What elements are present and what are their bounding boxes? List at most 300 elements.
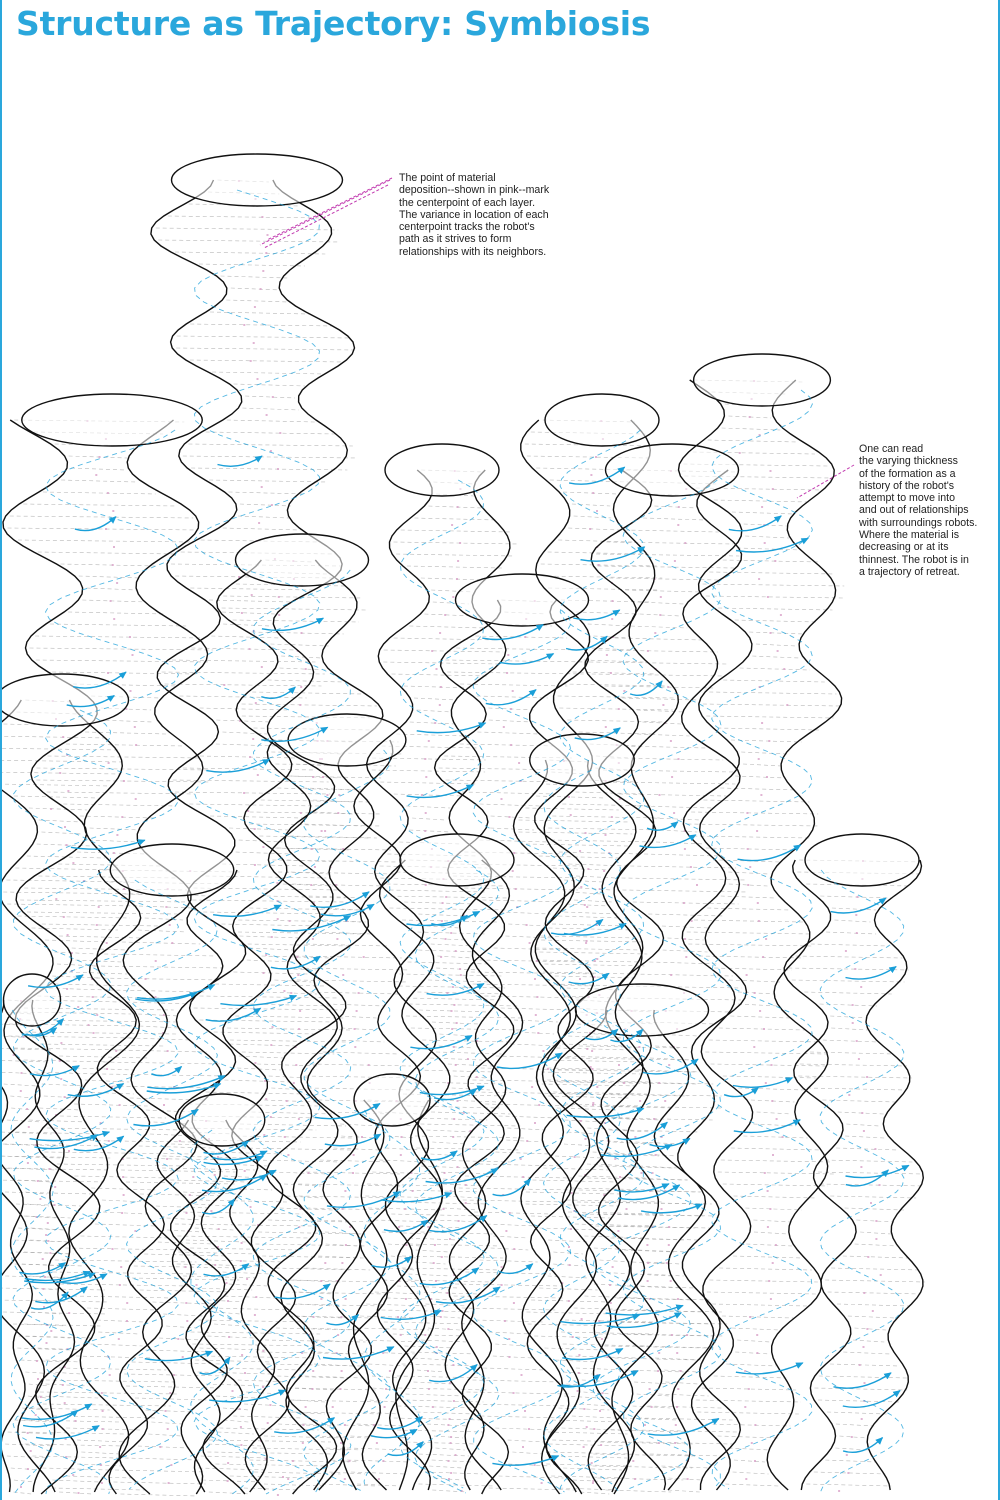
layer-guide [104,954,215,956]
deposition-point [863,1346,865,1348]
layer-guide [10,516,194,518]
deposition-point [451,1010,453,1012]
deposition-point [453,1004,455,1006]
deposition-point [866,1328,868,1330]
layer-guide [4,1084,37,1086]
layer-guide [315,1340,350,1342]
deposition-point [267,1422,269,1424]
layer-guide [177,336,351,338]
layer-guide [594,1248,638,1250]
layer-guide [477,732,540,734]
deposition-point [382,1352,384,1354]
layer-guide [68,612,164,614]
layer-guide [61,480,136,482]
deposition-point [270,1116,272,1118]
layer-guide [643,518,704,520]
deposition-point [186,1320,188,1322]
deposition-point [453,1046,455,1048]
layer-guide [606,542,733,544]
deposition-point [583,1446,585,1448]
deposition-point [123,1194,125,1196]
deposition-point [440,1316,442,1318]
deposition-point [568,1246,570,1248]
layer-guide [414,518,497,520]
deposition-point [171,942,173,944]
deposition-point [758,578,760,580]
layer-guide [709,692,836,694]
layer-guide [280,1208,333,1210]
deposition-point [301,632,303,634]
robot-trajectory-arrow [843,1438,882,1453]
layer-guide [419,1010,490,1012]
deposition-point [27,1162,29,1164]
layer-guide [476,1320,543,1322]
layer-guide [756,644,796,646]
deposition-point [746,974,748,976]
deposition-point [428,740,430,742]
deposition-point [320,1298,322,1300]
deposition-point [753,1046,755,1048]
layer-guide [229,828,288,830]
deposition-point [163,1104,165,1106]
deposition-point [116,582,118,584]
layer-guide [595,1226,695,1228]
layer-guide [723,1076,817,1078]
layer-guide [231,288,281,290]
layer-guide [598,566,735,568]
deposition-point [524,636,526,638]
layer-guide [740,668,810,670]
layer-guide [190,588,313,590]
deposition-point [542,1050,544,1052]
layer-guide [372,770,485,772]
deposition-point [638,1046,640,1048]
layer-guide [718,1172,834,1174]
deposition-point [459,542,461,544]
deposition-point [368,1064,370,1066]
layer-guide [723,680,825,682]
column-outlines [2,154,923,1494]
layer-guide [2,784,111,786]
deposition-point [605,726,607,728]
deposition-point [214,1174,216,1176]
layer-guide [598,650,718,652]
deposition-point [310,884,312,886]
deposition-point [580,886,582,888]
deposition-point [651,1406,653,1408]
layer-guide [843,1352,890,1354]
layer-guide [495,1152,549,1154]
deposition-point [863,1292,865,1294]
deposition-point [102,1428,104,1430]
deposition-point [425,776,427,778]
robot-trajectory-arrow [566,636,607,650]
deposition-point [591,1050,593,1052]
deposition-point [434,722,436,724]
layer-guide [11,1108,35,1110]
layer-guide [47,1128,183,1130]
layer-guide [199,1468,267,1470]
layer-guide [10,1096,32,1098]
deposition-point [674,1442,676,1444]
layer-guide [838,1112,884,1114]
deposition-point [880,1274,882,1276]
layer-guide [406,1400,484,1402]
deposition-point [252,738,254,740]
layer-guide [189,804,320,806]
deposition-point [64,1096,66,1098]
deposition-point [289,920,291,922]
layer-guide [853,1340,884,1342]
robot-trajectory-arrow [19,1263,65,1274]
deposition-point [398,1226,400,1228]
deposition-point [135,744,137,746]
layer-guide [623,1418,677,1420]
layer-guide [384,1322,473,1324]
deposition-point [406,1244,408,1246]
layer-guide [445,660,589,662]
deposition-point [579,978,581,980]
layer-guide [156,1206,211,1208]
deposition-point [448,1478,450,1480]
robot-trajectory-arrow [834,1373,892,1388]
layer-guide [96,978,220,980]
layer-guide [434,1436,463,1438]
layer-guide [630,1298,710,1300]
deposition-point [774,560,776,562]
deposition-point [670,1280,672,1282]
deposition-point [875,1220,877,1222]
deposition-point [54,1186,56,1188]
layer-guide [156,228,339,230]
layer-guide [166,1326,197,1328]
layer-guide [394,1418,482,1420]
deposition-point [596,958,598,960]
deposition-point [569,1264,571,1266]
deposition-point [846,1454,848,1456]
deposition-point [647,1262,649,1264]
layer-guide [206,1384,265,1386]
deposition-point [432,1406,434,1408]
layer-guide [255,1244,367,1246]
layer-guide [215,984,325,986]
deposition-point [265,954,267,956]
deposition-point [448,1460,450,1462]
layer-guide [584,1236,647,1238]
deposition-point [320,1280,322,1282]
layer-guide [706,716,833,718]
deposition-point [647,650,649,652]
deposition-point [641,1172,643,1174]
layer-guide [733,1256,802,1258]
robot-trajectory-dashed [191,1130,253,1494]
deposition-point [349,1460,351,1462]
deposition-point [760,794,762,796]
layer-guide [214,1032,316,1034]
layer-guide [418,1070,494,1072]
deposition-point [271,936,273,938]
deposition-point [42,1288,44,1290]
deposition-point [305,668,307,670]
layer-guide [27,912,178,914]
deposition-point [67,934,69,936]
deposition-point [623,1082,625,1084]
deposition-point [300,812,302,814]
layer-guide [845,1136,884,1138]
deposition-point [769,1208,771,1210]
deposition-point [751,1442,753,1444]
layer-guide [59,936,141,938]
layer-guide [431,1112,511,1114]
deposition-point [673,812,675,814]
deposition-point [639,1100,641,1102]
robot-trajectory-arrow [846,967,897,979]
layer-guide [532,1180,617,1182]
layer-guide [483,1368,545,1370]
layer-guide [326,1004,385,1006]
layer-guide [183,456,358,458]
deposition-point [62,736,64,738]
layer-guide [109,990,207,992]
layer-guide [477,696,548,698]
deposition-point [659,614,661,616]
deposition-point [264,1080,266,1082]
layer-guide [60,1284,189,1286]
layer-guide [548,1096,628,1098]
layer-guide [299,1196,400,1198]
layer-guide [718,608,832,610]
deposition-point [312,938,314,940]
deposition-point [508,1356,510,1358]
column-outline-left [151,180,246,1494]
deposition-point [358,992,360,994]
layer-guide [668,1490,700,1492]
layer-guide [94,966,224,968]
layer-guide [224,1080,289,1082]
deposition-point [859,1364,861,1366]
deposition-point [271,504,273,506]
layer-guide [176,348,354,350]
deposition-point [314,866,316,868]
layer-guide [97,1320,144,1322]
deposition-point [296,956,298,958]
deposition-point [312,1388,314,1390]
deposition-point [397,1316,399,1318]
layer-guide [408,1280,491,1282]
layer-guide [408,1274,450,1276]
deposition-point [64,1402,66,1404]
deposition-point [322,776,324,778]
layer-guide [2,736,108,738]
deposition-point [269,1404,271,1406]
deposition-point [349,1226,351,1228]
deposition-point [170,1464,172,1466]
deposition-point [101,1392,103,1394]
deposition-point [758,758,760,760]
deposition-point [586,1426,588,1428]
deposition-point [534,1122,536,1124]
layer-guide [249,948,293,950]
deposition-point [265,1098,267,1100]
layer-guide [15,1240,71,1242]
layer-guide [830,1196,916,1198]
layer-guide [242,408,299,410]
layer-guide [572,1416,616,1418]
deposition-point [336,938,338,940]
deposition-point [263,1134,265,1136]
deposition-point [277,1494,279,1496]
layer-guide [648,1406,722,1408]
deposition-point [239,1408,241,1410]
layer-guide [242,704,377,706]
deposition-point [764,542,766,544]
layer-guide [235,1016,343,1018]
layer-guide [14,1480,34,1482]
robot-trajectory-arrow [614,1184,669,1192]
layer-guide [725,1484,778,1486]
deposition-point [782,1136,784,1138]
deposition-point [253,342,255,344]
deposition-point [512,690,514,692]
layer-guide [208,1260,283,1262]
deposition-point [173,1374,175,1376]
deposition-point [854,968,856,970]
layer-guide [723,560,819,562]
deposition-point [345,1298,347,1300]
deposition-point [189,1194,191,1196]
deposition-point [591,1462,593,1464]
layer-guide [2,760,123,762]
layer-guide [208,1336,255,1338]
deposition-point [598,564,600,566]
layer-guide [194,1008,342,1010]
deposition-point [578,1354,580,1356]
deposition-point [186,1212,188,1214]
deposition-point [163,1014,165,1016]
layer-guide [830,1364,900,1366]
deposition-point [312,1370,314,1372]
layer-guide [396,1190,486,1192]
layer-guide [823,1040,879,1042]
deposition-point [505,1230,507,1232]
layer-guide [420,1124,520,1126]
layer-guide [20,900,188,902]
layer-guide [564,912,618,914]
layer-guide [637,602,684,604]
layer-guide [42,1084,86,1086]
layer-guide [622,890,747,892]
layer-guide [36,660,210,662]
deposition-point [861,1418,863,1420]
deposition-point [49,1168,51,1170]
deposition-point [503,726,505,728]
layer-guide [90,828,142,830]
layer-guide [553,1252,583,1254]
deposition-point [585,1138,587,1140]
layer-guide [580,1492,609,1494]
layer-guide [546,1060,639,1062]
layer-guide [366,1304,428,1306]
deposition-point [35,1414,37,1416]
deposition-point [299,704,301,706]
deposition-point [526,1140,528,1142]
deposition-point [866,1076,868,1078]
robot-trajectory-arrow [724,1088,758,1097]
layer-guide [722,428,781,430]
layer-guide [583,1214,704,1216]
layer-guide [411,1352,476,1354]
deposition-point [647,1280,649,1282]
layer-guide [654,506,696,508]
layer-guide [845,1208,904,1210]
deposition-point [770,1298,772,1300]
layer-guide [563,1468,622,1470]
layer-guide [660,830,698,832]
robot-trajectory-arrow [25,1272,90,1281]
layer-guide [752,656,799,658]
layer-guide [568,1036,622,1038]
layer-guide [709,1040,820,1042]
layer-guide [621,1310,722,1312]
deposition-point [644,1424,646,1426]
layer-guide [568,864,628,866]
deposition-point [424,830,426,832]
deposition-point [227,1300,229,1302]
robot-trajectory-arrow [262,618,323,630]
deposition-point [226,1282,228,1284]
layer-guide [149,1434,182,1436]
layer-guide [397,1430,483,1432]
layer-guide [103,1062,220,1064]
layer-guide [669,1478,701,1480]
layer-guide [400,974,502,976]
layer-guide [416,1262,446,1264]
column-outline-right [176,870,237,1494]
deposition-point [442,1310,444,1312]
layer-guide [506,1140,542,1142]
deposition-point [384,1406,386,1408]
layer-guide [733,1472,769,1474]
robot-trajectory-arrow [420,1268,479,1285]
layer-guide [489,1332,532,1334]
layer-guide [714,1376,787,1378]
layer-guide [558,916,619,918]
layer-guide [593,1152,628,1154]
deposition-point [68,1150,70,1152]
deposition-point [298,1118,300,1120]
column-outline-left [343,1100,387,1490]
layer-guide [625,590,700,592]
deposition-point [112,564,114,566]
layer-guide [385,1148,420,1150]
layer-guide [489,720,531,722]
deposition-point [666,1262,668,1264]
deposition-point [457,1100,459,1102]
layer-guide [558,540,633,542]
layer-guide [526,844,629,846]
deposition-point [28,1126,30,1128]
deposition-point [278,596,280,598]
deposition-point [389,1370,391,1372]
layer-guide [222,924,320,926]
deposition-point [72,1474,74,1476]
deposition-point [579,850,581,852]
deposition-point [526,924,528,926]
deposition-point [282,1476,284,1478]
deposition-point [655,1154,657,1156]
deposition-annotation: The point of material deposition--shown in pink--mark the centerpoint of each layer. The variance in location of each centerpoint tracks the robot's path as it strives to form relationships with its neighbors. [399,172,550,258]
deposition-point [465,1202,467,1204]
